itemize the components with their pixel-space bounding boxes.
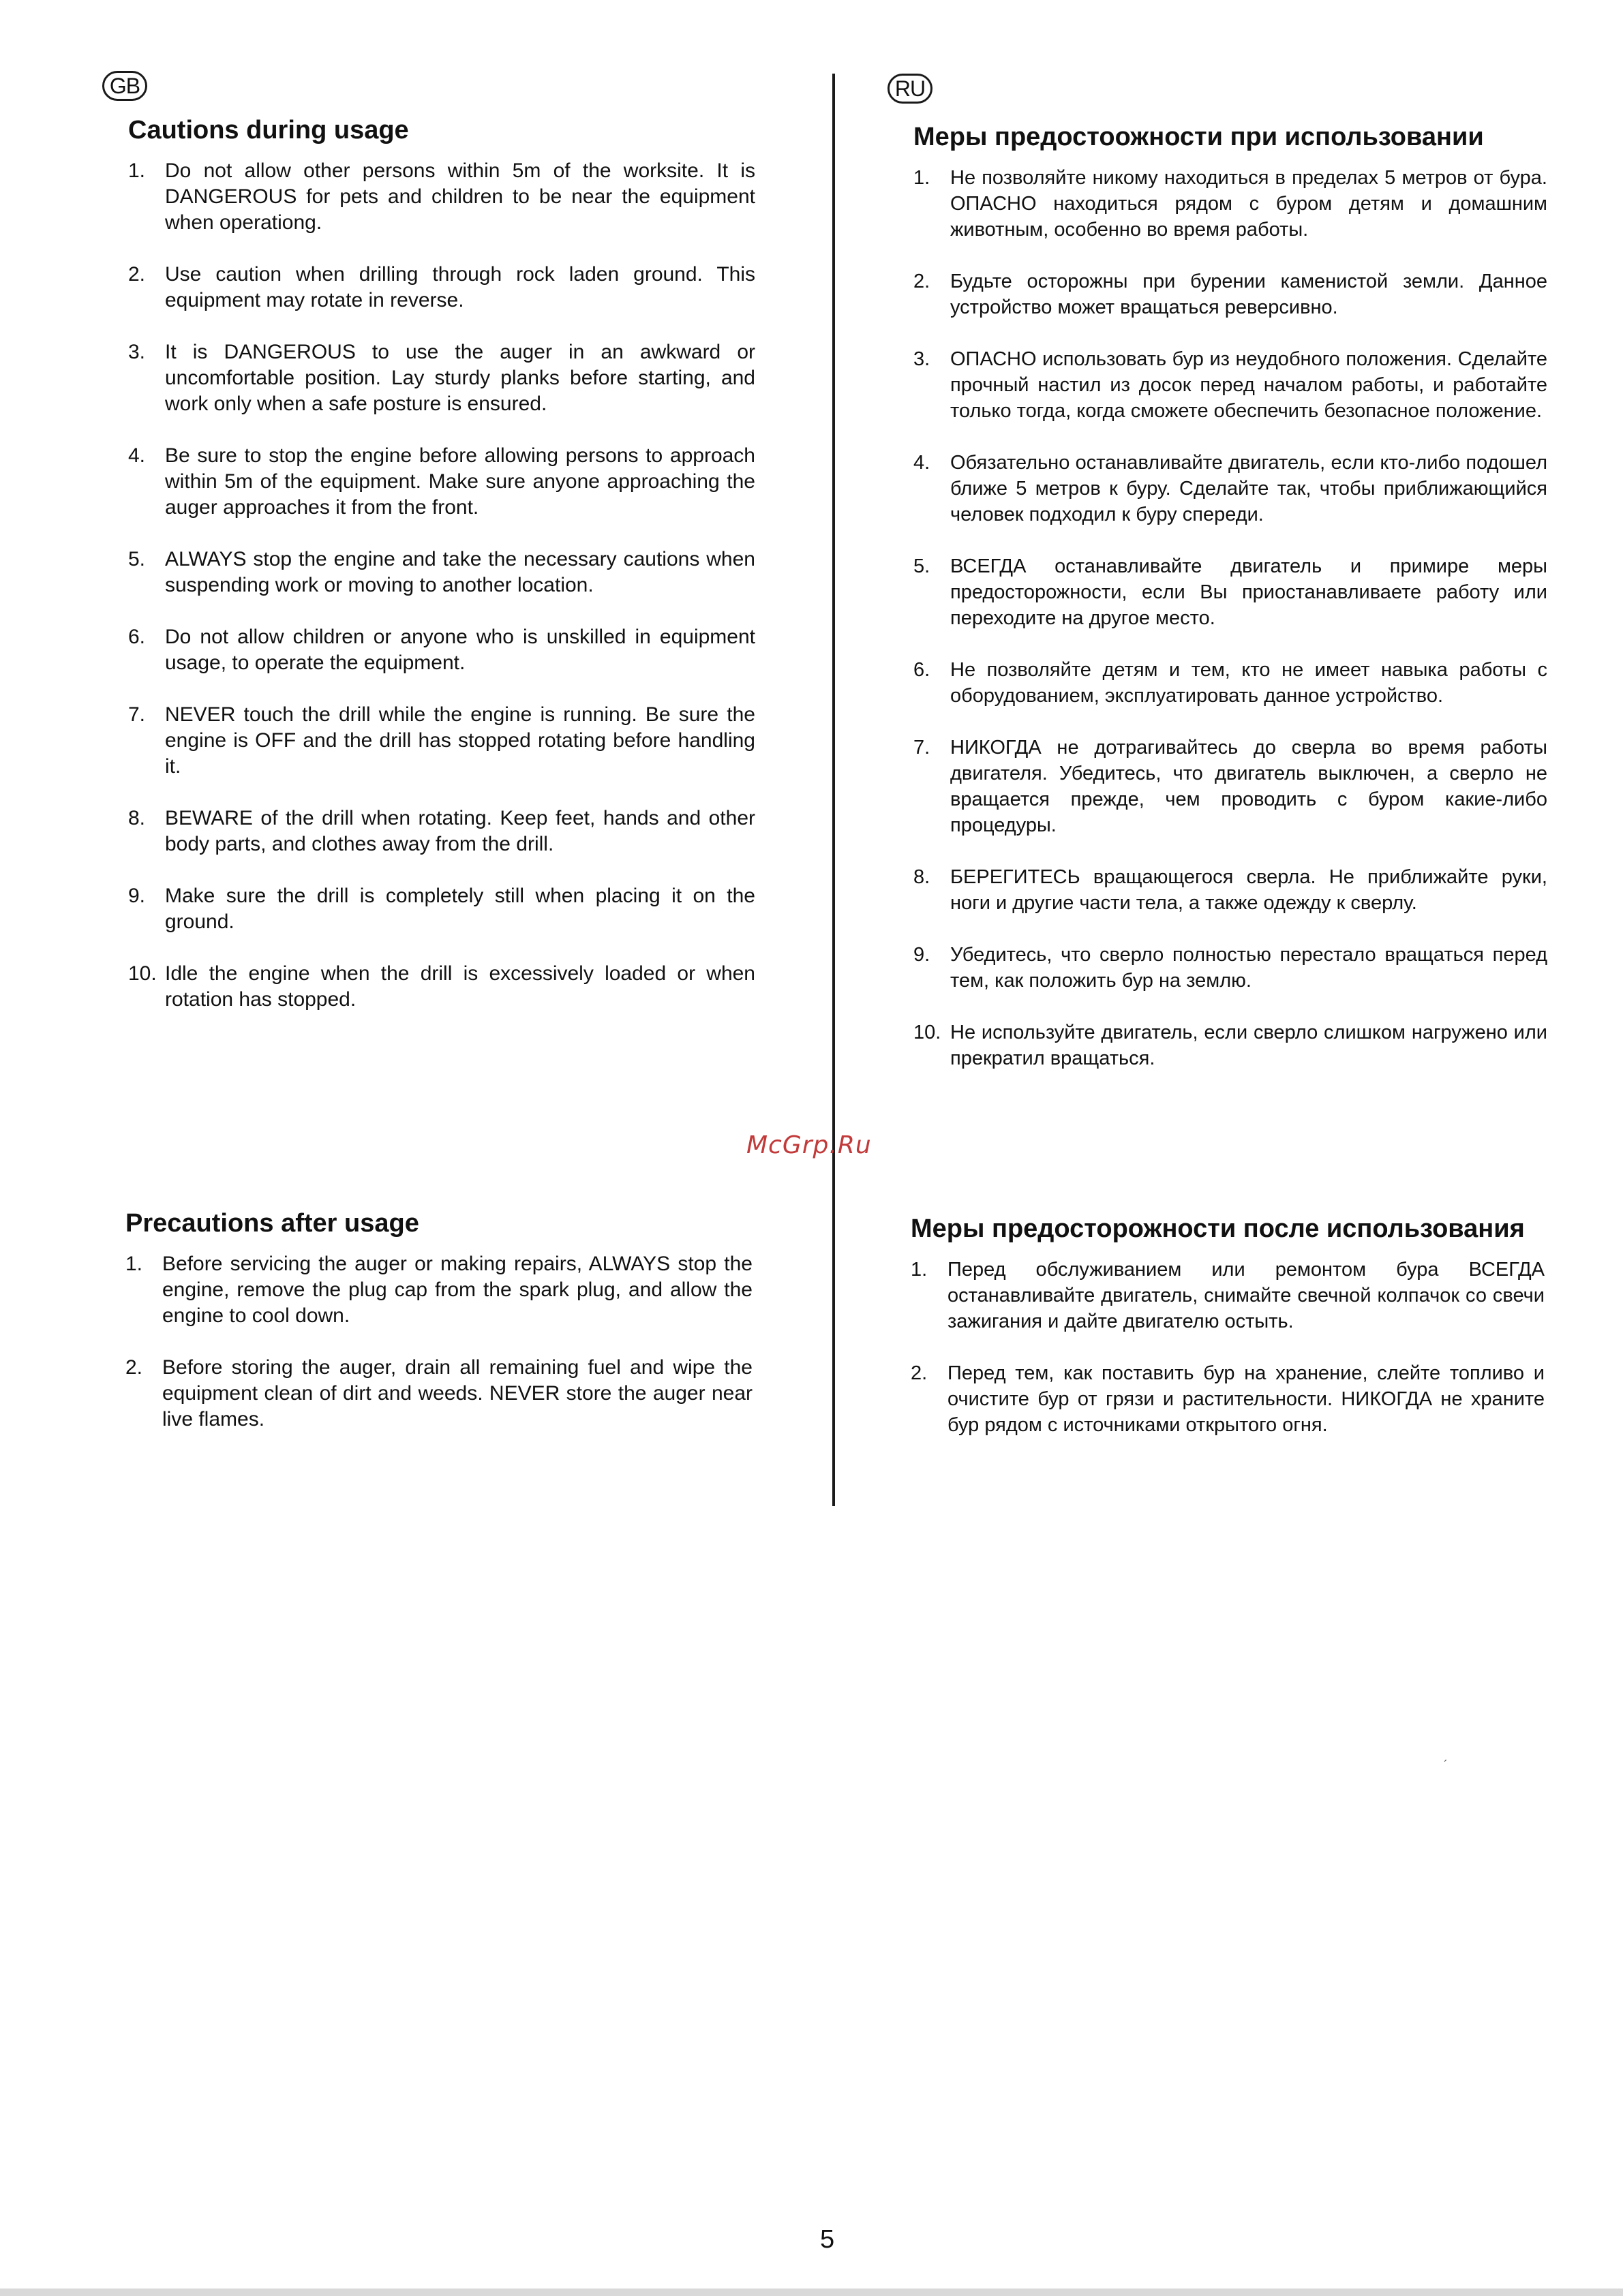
item-number: 1. <box>128 159 146 182</box>
list-item <box>911 1360 1545 1438</box>
item-number: 7. <box>913 737 930 759</box>
item-number: 9. <box>913 944 930 966</box>
item-text: Не позволяйте детям и тем, кто не имеет навыка работы с оборудованием, эксплуатировать данное устройство. <box>950 659 1547 707</box>
item-text: NEVER touch the drill while the engine is running. Be sure the engine is OFF and the drill has stopped rotating before handling it. <box>165 703 755 778</box>
list-item <box>913 269 1547 320</box>
en-cautions-title: Cautions during usage <box>128 116 409 144</box>
list-item <box>913 864 1547 916</box>
item-number: 8. <box>128 807 146 829</box>
list-item <box>913 346 1547 424</box>
item-number: 6. <box>913 659 930 681</box>
list-item <box>125 1251 753 1329</box>
item-number: 2. <box>128 263 146 286</box>
item-text: Make sure the drill is completely still when placing it on the ground. <box>165 885 755 933</box>
watermark-text: McGrp.Ru <box>746 1131 872 1159</box>
en-after-section <box>125 1208 753 1458</box>
item-text: Перед тем, как поставить бур на хранение, слейте топливо и очистите бур от грязи и растительности. НИКОГДА не храните бур рядом с источниками открытого огня. <box>947 1362 1545 1436</box>
item-text: ALWAYS stop the engine and take the necessary cautions when suspending work or moving to another location. <box>165 548 755 596</box>
list-item <box>128 883 755 935</box>
list-item <box>128 158 755 236</box>
item-text: Убедитесь, что сверло полностью перестало вращаться перед тем, как положить бур на землю. <box>950 944 1547 992</box>
list-item <box>913 1020 1547 1071</box>
item-number: 4. <box>913 452 930 474</box>
item-number: 3. <box>128 341 146 363</box>
item-number: 2. <box>125 1356 143 1379</box>
list-item <box>128 443 755 521</box>
list-item <box>128 702 755 780</box>
list-item <box>913 553 1547 631</box>
item-number: 1. <box>911 1259 928 1281</box>
list-item <box>913 450 1547 527</box>
en-after-title: Precautions after usage <box>125 1209 419 1238</box>
item-text: ОПАСНО использовать бур из неудобного положения. Сделайте прочный настил из досок перед началом работы, и работайте только тогда, когда сможете обеспечить безопасное положение. <box>950 348 1547 422</box>
en-cautions-list <box>128 158 755 1013</box>
item-number: 3. <box>913 348 930 370</box>
item-number: 5. <box>128 548 146 570</box>
ru-after-section <box>911 1213 1545 1464</box>
item-number: 1. <box>913 167 930 189</box>
list-item <box>128 624 755 676</box>
item-text: Before storing the auger, drain all remaining fuel and wipe the equipment clean of dirt and weeds. NEVER store the auger near live flames. <box>162 1356 753 1430</box>
ru-cautions-title: Меры предостоожности при использовании <box>913 123 1484 151</box>
list-item <box>913 942 1547 994</box>
item-text: Не используйте двигатель, если сверло слишком нагружено или прекратил вращаться. <box>950 1022 1547 1069</box>
item-number: 6. <box>128 626 146 648</box>
en-cautions-section <box>128 114 755 1039</box>
list-item <box>128 961 755 1013</box>
item-text: BEWARE of the drill when rotating. Keep feet, hands and other body parts, and clothes away from the drill. <box>165 807 755 855</box>
item-number: 2. <box>911 1362 928 1384</box>
list-item <box>913 657 1547 709</box>
item-number: 7. <box>128 703 146 726</box>
item-text: Не позволяйте никому находиться в пределах 5 метров от бура. ОПАСНО находиться рядом с буром детям и домашним животным, особенно во время работы. <box>950 167 1547 241</box>
list-item <box>911 1257 1545 1334</box>
language-badge-gb: GB <box>102 71 147 101</box>
list-item <box>913 165 1547 243</box>
ru-after-title: Меры предосторожности после использования <box>911 1214 1525 1243</box>
item-text: Use caution when drilling through rock laden ground. This equipment may rotate in reverse. <box>165 263 755 311</box>
item-text: Do not allow children or anyone who is unskilled in equipment usage, to operate the equipment. <box>165 626 755 674</box>
item-text: Обязательно останавливайте двигатель, если кто-либо подошел ближе 5 метров к буру. Сделайте так, чтобы приближающийся человек подходил к буру спереди. <box>950 452 1547 525</box>
item-text: Будьте осторожны при бурении каменистой земли. Данное устройство может вращаться реверсивно. <box>950 271 1547 318</box>
list-item <box>128 547 755 598</box>
en-after-list <box>125 1251 753 1433</box>
scan-edge-strip <box>0 2289 1623 2296</box>
item-number: 8. <box>913 866 930 888</box>
list-item <box>913 735 1547 838</box>
list-item <box>128 806 755 857</box>
ru-after-list <box>911 1257 1545 1438</box>
item-text: Перед обслуживанием или ремонтом бура ВСЕГДА останавливайте двигатель, снимайте свечной колпачок со свечи зажигания и дайте двигателю остыть. <box>947 1259 1545 1332</box>
list-item <box>128 339 755 417</box>
list-item <box>128 262 755 313</box>
item-text: It is DANGEROUS to use the auger in an awkward or uncomfortable position. Lay sturdy planks before starting, and work only when a safe posture is ensured. <box>165 341 755 415</box>
item-text: Idle the engine when the drill is excessively loaded or when rotation has stopped. <box>165 962 755 1011</box>
language-badge-ru: RU <box>888 74 932 104</box>
stray-mark: ´ <box>1444 1758 1448 1772</box>
item-text: Be sure to stop the engine before allowing persons to approach within 5m of the equipment. Make sure anyone approaching the auger approaches it from the front. <box>165 444 755 519</box>
item-number: 9. <box>128 885 146 907</box>
item-text: Do not allow other persons within 5m of the worksite. It is DANGEROUS for pets and children to be near the equipment when operationg. <box>165 159 755 234</box>
item-text: Before servicing the auger or making repairs, ALWAYS stop the engine, remove the plug cap from the spark plug, and allow the engine to cool down. <box>162 1253 753 1327</box>
item-number: 4. <box>128 444 146 467</box>
column-divider <box>832 74 835 1506</box>
page-number: 5 <box>820 2225 835 2254</box>
ru-cautions-list <box>913 165 1547 1071</box>
item-number: 10. <box>128 962 157 985</box>
item-number: 2. <box>913 271 930 292</box>
item-text: НИКОГДА не дотрагивайтесь до сверла во время работы двигателя. Убедитесь, что двигатель выключен, а сверло не вращается прежде, чем проводить с буром какие-либо процедуры. <box>950 737 1547 836</box>
item-text: БЕРЕГИТЕСЬ вращающегося сверла. Не приближайте руки, ноги и другие части тела, а также одежду к сверлу. <box>950 866 1547 914</box>
item-number: 10. <box>913 1022 941 1043</box>
list-item <box>125 1355 753 1433</box>
item-number: 1. <box>125 1253 143 1275</box>
ru-cautions-section <box>913 121 1547 1097</box>
item-text: ВСЕГДА останавливайте двигатель и примире меры предосторожности, если Вы приостанавливаете работу или переходите на другое место. <box>950 555 1547 629</box>
item-number: 5. <box>913 555 930 577</box>
